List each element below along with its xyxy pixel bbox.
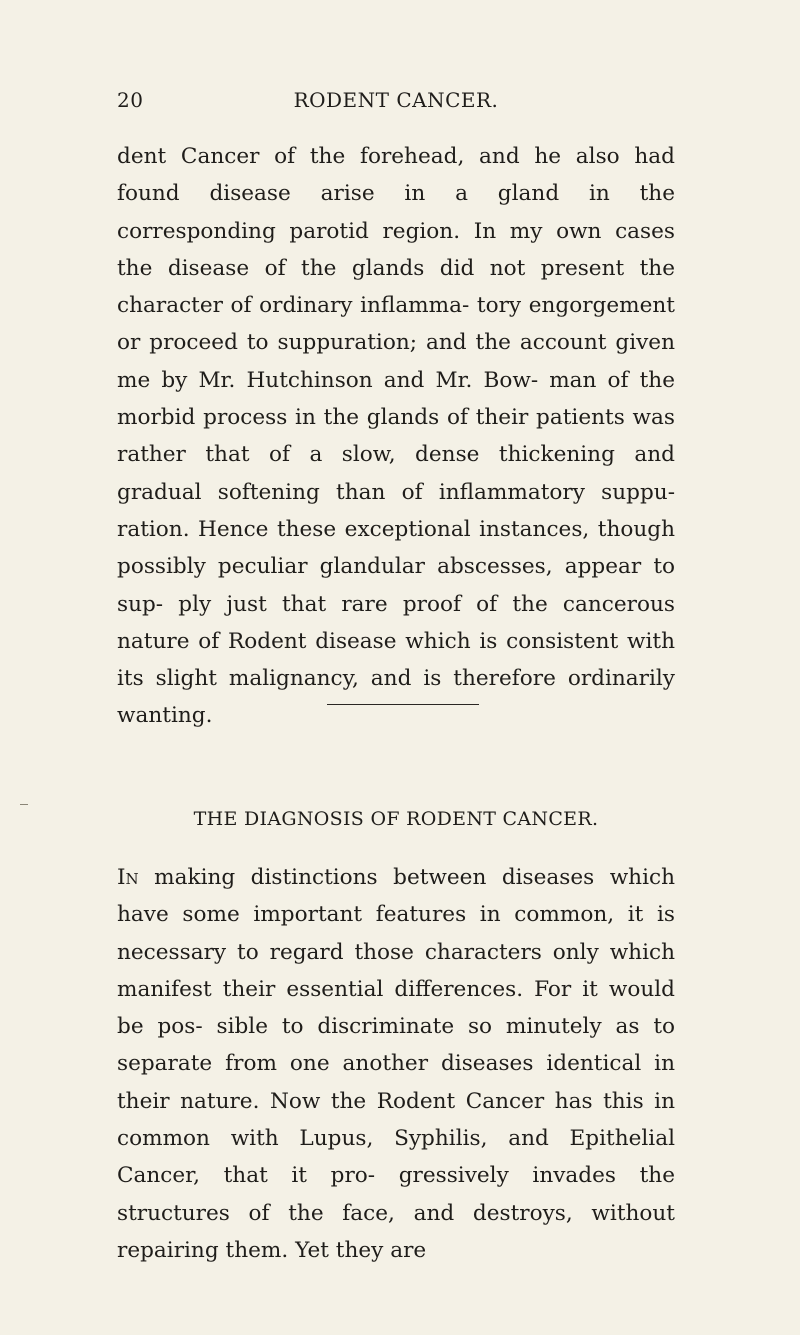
running-title: RODENT CANCER.: [293, 88, 499, 112]
section-divider: [327, 704, 479, 705]
paragraph-continued: dent Cancer of the forehead, and he also had found disease arise in a gland in the corresponding parotid region. In my own cases the disease of the glands did not present the character of ordinary inflamma- tory engorgement or proceed to suppuration; and the account given me by Mr. Hutchinson and Mr. Bow- man of the morbid process in the glands of their patients was rather that of a slow, dense thickening and gradual softening than of inflammatory suppu- ration. Hence these exceptional instances, though possibly peculiar glandular abscesses, appear to sup- ply just that rare proof of the cancerous nature of Rodent disease which is consistent with its slight malignancy, and is therefore ordinarily wanting.: [117, 144, 675, 729]
margin-mark: [20, 804, 28, 805]
section-heading: THE DIAGNOSIS OF RODENT CANCER.: [193, 808, 599, 830]
page-number: 20: [117, 88, 144, 112]
paragraph-diagnosis: [117, 859, 675, 1269]
running-header: [117, 88, 675, 118]
paragraph-body: making distinctions between diseases which have some important features in common, it is necessary to regard those characters only which manifest their essential differences. For it would be pos- sible to discriminate so minutely as to separate from one another diseases identical in their nature. Now the Rodent Cancer has this in common with Lupus, Syphilis, and Epithelial Cancer, that it pro- gressively invades the structures of the face, and destroys, without repairing them. Yet they are: [117, 865, 675, 1263]
paragraph-lead-word: In: [117, 865, 139, 890]
